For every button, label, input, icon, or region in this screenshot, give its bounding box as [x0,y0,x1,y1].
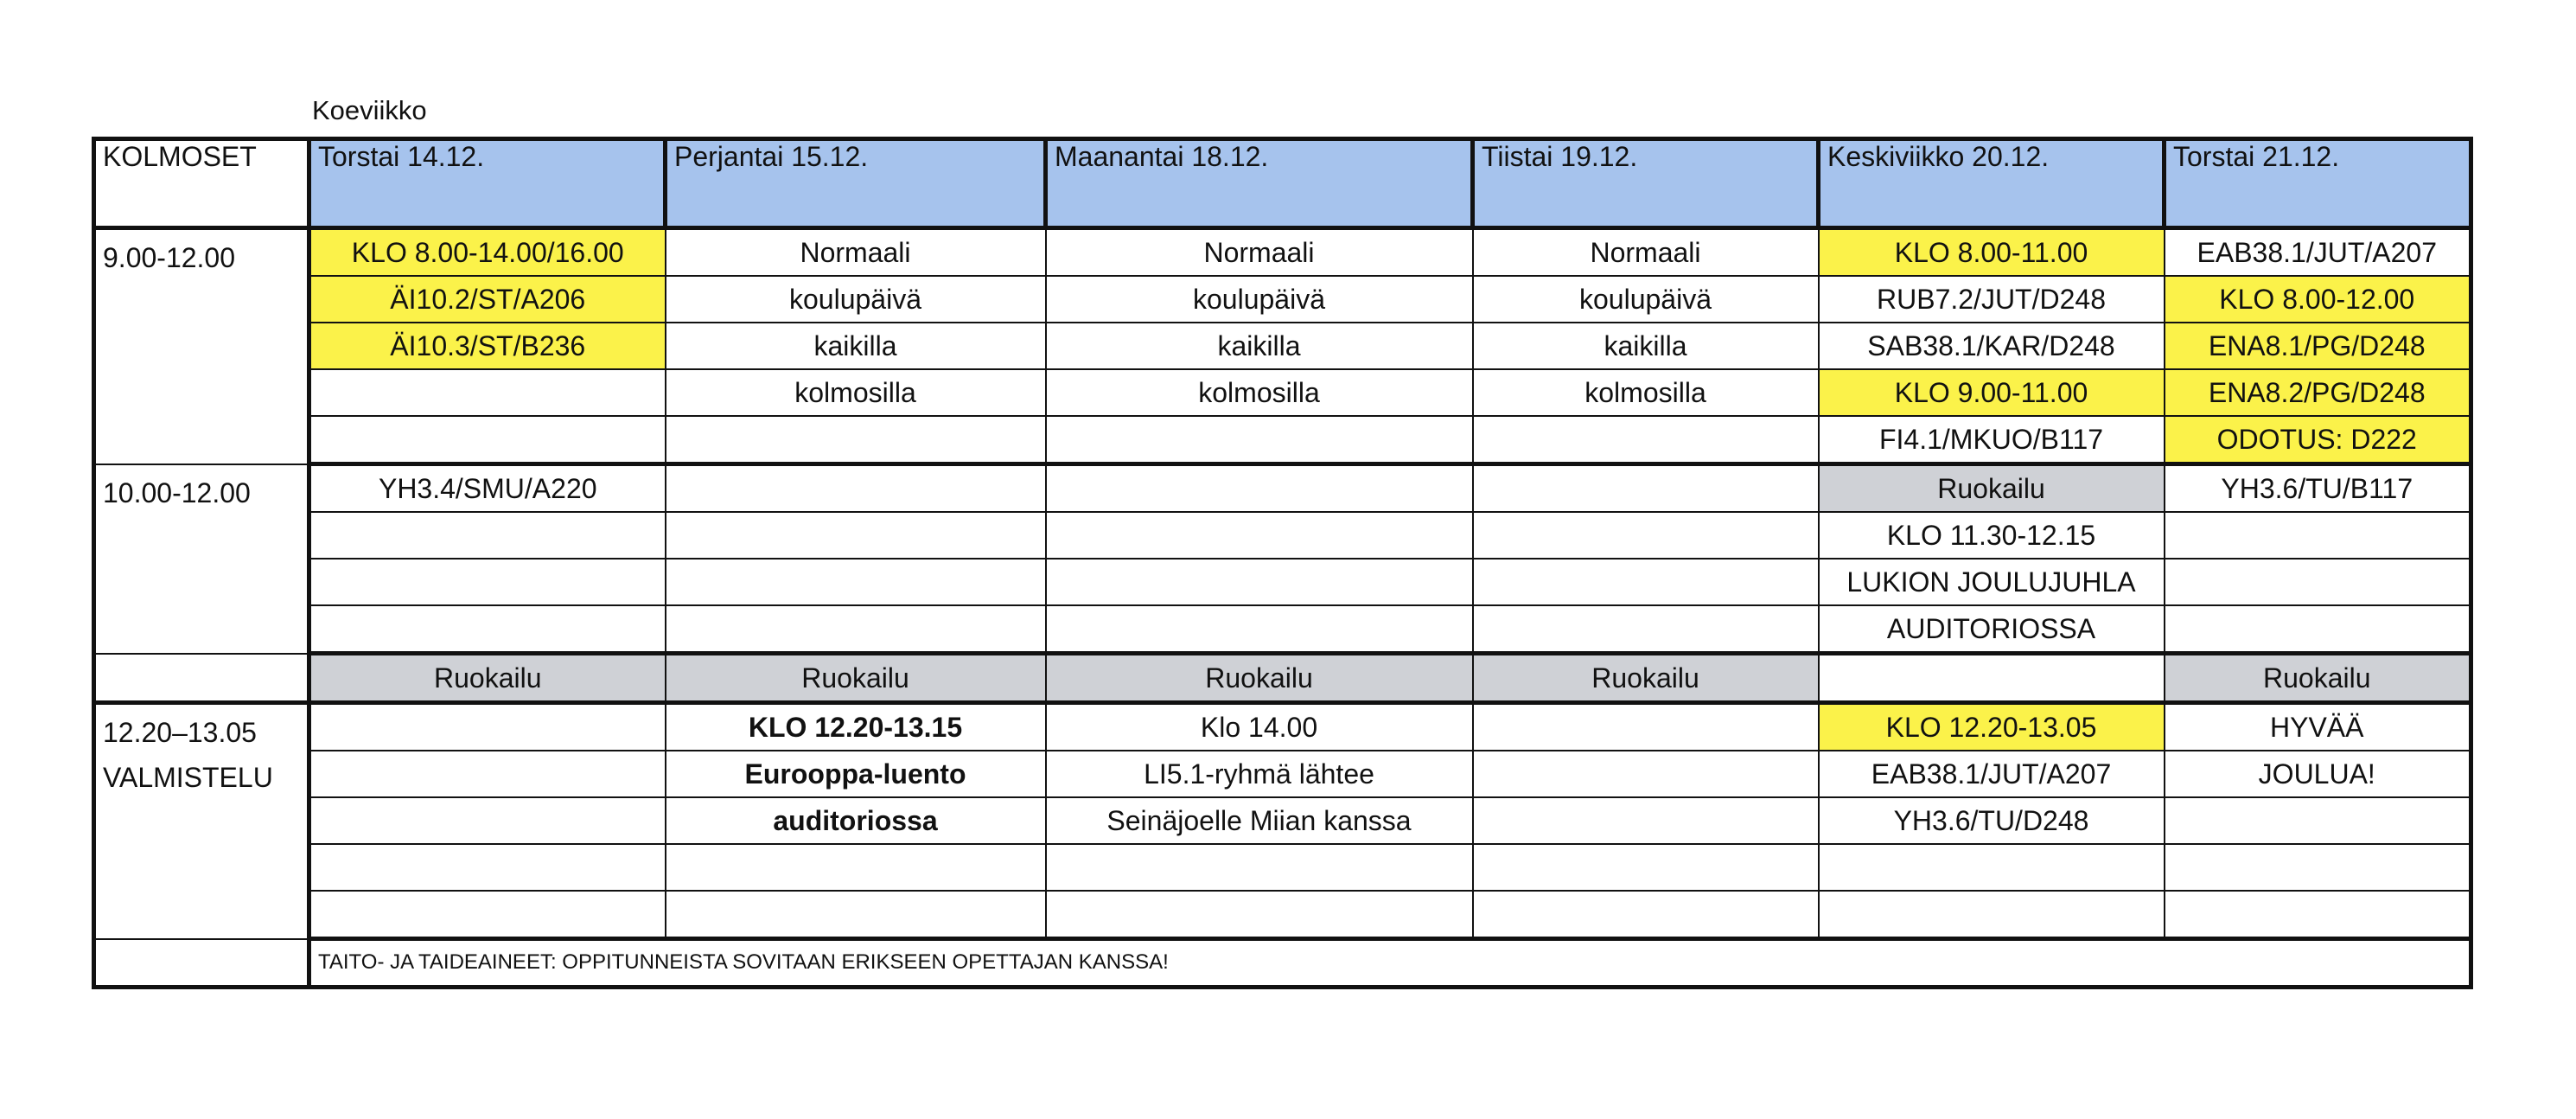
schedule-cell [1473,844,1819,891]
schedule-cell: EAB38.1/JUT/A207 [2165,228,2471,277]
schedule-cell: Normaali [666,228,1046,277]
schedule-cell [309,512,666,559]
day-header: Maanantai 18.12. [1046,139,1473,228]
schedule-cell: KLO 12.20-13.05 [1819,703,2165,751]
schedule-cell: AUDITORIOSSA [1819,605,2165,654]
schedule-cell: KLO 9.00-11.00 [1819,369,2165,416]
schedule-cell: YH3.4/SMU/A220 [309,464,666,513]
lunch-cell: Ruokailu [1046,654,1473,703]
schedule-cell [309,559,666,605]
footnote-row [94,939,2471,988]
schedule-cell [1473,464,1819,513]
schedule-cell [1473,751,1819,797]
time-slot-label: 9.00-12.00 [94,228,309,464]
table-row [94,228,2471,277]
schedule-cell [666,559,1046,605]
schedule-cell [1473,797,1819,844]
schedule-cell: kolmosilla [1473,369,1819,416]
schedule-cell: LI5.1-ryhmä lähtee [1046,751,1473,797]
schedule-cell: Eurooppa-luento [666,751,1046,797]
table-row [94,797,2471,844]
schedule-cell: KLO 8.00-12.00 [2165,276,2471,323]
schedule-cell [1046,891,1473,939]
schedule-cell [1046,416,1473,464]
time-slot-label: 10.00-12.00 [94,464,309,654]
schedule-cell [309,844,666,891]
table-row [94,891,2471,939]
schedule-cell [1473,416,1819,464]
table-row [94,464,2471,513]
schedule-cell: koulupäivä [1473,276,1819,323]
day-header: Torstai 14.12. [309,139,666,228]
lunch-cell: Ruokailu [666,654,1046,703]
table-row [94,751,2471,797]
table-row [94,416,2471,464]
schedule-cell: KLO 11.30-12.15 [1819,512,2165,559]
schedule-table [92,137,2473,989]
lunch-cell: Ruokailu [309,654,666,703]
schedule-cell: FI4.1/MKUO/B117 [1819,416,2165,464]
schedule-cell: EAB38.1/JUT/A207 [1819,751,2165,797]
schedule-cell: koulupäivä [1046,276,1473,323]
schedule-cell: YH3.6/TU/B117 [2165,464,2471,513]
schedule-cell: Normaali [1473,228,1819,277]
schedule-cell [666,891,1046,939]
time-slot-time: 12.20–13.05 [103,717,257,748]
day-header: Perjantai 15.12. [666,139,1046,228]
lunch-cell: Ruokailu [1473,654,1819,703]
schedule-cell [1473,703,1819,751]
schedule-cell: ÄI10.2/ST/A206 [309,276,666,323]
schedule-cell [2165,605,2471,654]
schedule-cell [309,416,666,464]
schedule-cell [1819,891,2165,939]
schedule-cell [309,703,666,751]
schedule-cell: LUKION JOULUJUHLA [1819,559,2165,605]
schedule-cell: kolmosilla [666,369,1046,416]
schedule-cell: KLO 8.00-11.00 [1819,228,2165,277]
schedule-cell [309,891,666,939]
schedule-cell: ÄI10.3/ST/B236 [309,323,666,369]
time-slot-label [94,654,309,703]
schedule-cell [1046,464,1473,513]
table-row [94,844,2471,891]
table-row [94,605,2471,654]
schedule-cell [2165,797,2471,844]
header-label: KOLMOSET [94,139,309,228]
table-row [94,559,2471,605]
day-header: Torstai 21.12. [2165,139,2471,228]
schedule-cell: Normaali [1046,228,1473,277]
schedule-cell: Seinäjoelle Miian kanssa [1046,797,1473,844]
schedule-cell [1046,605,1473,654]
schedule-cell: Klo 14.00 [1046,703,1473,751]
schedule-cell: YH3.6/TU/D248 [1819,797,2165,844]
schedule-cell [309,369,666,416]
schedule-cell [1473,559,1819,605]
schedule-cell [2165,559,2471,605]
schedule-cell [2165,891,2471,939]
schedule-cell: JOULUA! [2165,751,2471,797]
schedule-cell: HYVÄÄ [2165,703,2471,751]
schedule-cell [1473,512,1819,559]
schedule-cell [1819,654,2165,703]
header-row [94,139,2471,228]
day-header: Tiistai 19.12. [1473,139,1819,228]
time-slot-note: VALMISTELU [103,762,273,793]
schedule-cell: SAB38.1/KAR/D248 [1819,323,2165,369]
schedule-cell: ODOTUS: D222 [2165,416,2471,464]
schedule-cell [666,844,1046,891]
schedule-cell: koulupäivä [666,276,1046,323]
lunch-row [94,654,2471,703]
schedule-cell [2165,512,2471,559]
schedule-cell: kaikilla [666,323,1046,369]
table-row [94,512,2471,559]
schedule-cell: kaikilla [1473,323,1819,369]
schedule-cell [666,605,1046,654]
schedule-cell: auditoriossa [666,797,1046,844]
footnote: TAITO- JA TAIDEAINEET: OPPITUNNEISTA SOVITAAN ERIKSEEN OPETTAJAN KANSSA! [309,939,2471,988]
schedule-cell [1046,559,1473,605]
page-title: Koeviikko [312,95,427,125]
schedule-cell: ENA8.2/PG/D248 [2165,369,2471,416]
schedule-cell: RUB7.2/JUT/D248 [1819,276,2165,323]
schedule-cell [309,605,666,654]
schedule-cell [1046,844,1473,891]
schedule-cell: KLO 12.20-13.15 [666,703,1046,751]
time-slot-label [94,703,309,939]
schedule-cell [666,416,1046,464]
schedule-cell [309,751,666,797]
schedule-cell [1473,891,1819,939]
lunch-cell: Ruokailu [1819,464,2165,513]
schedule-cell [2165,844,2471,891]
footnote-label-cell [94,939,309,988]
table-row [94,323,2471,369]
day-header: Keskiviikko 20.12. [1819,139,2165,228]
table-row [94,276,2471,323]
schedule-cell [666,464,1046,513]
schedule-cell: kolmosilla [1046,369,1473,416]
schedule-cell [666,512,1046,559]
schedule-cell [1473,605,1819,654]
schedule-cell [1819,844,2165,891]
schedule-cell: kaikilla [1046,323,1473,369]
schedule-cell [309,797,666,844]
table-row [94,703,2471,751]
lunch-cell: Ruokailu [2165,654,2471,703]
table-row [94,369,2471,416]
schedule-cell: KLO 8.00-14.00/16.00 [309,228,666,277]
schedule-cell [1046,512,1473,559]
schedule-cell: ENA8.1/PG/D248 [2165,323,2471,369]
